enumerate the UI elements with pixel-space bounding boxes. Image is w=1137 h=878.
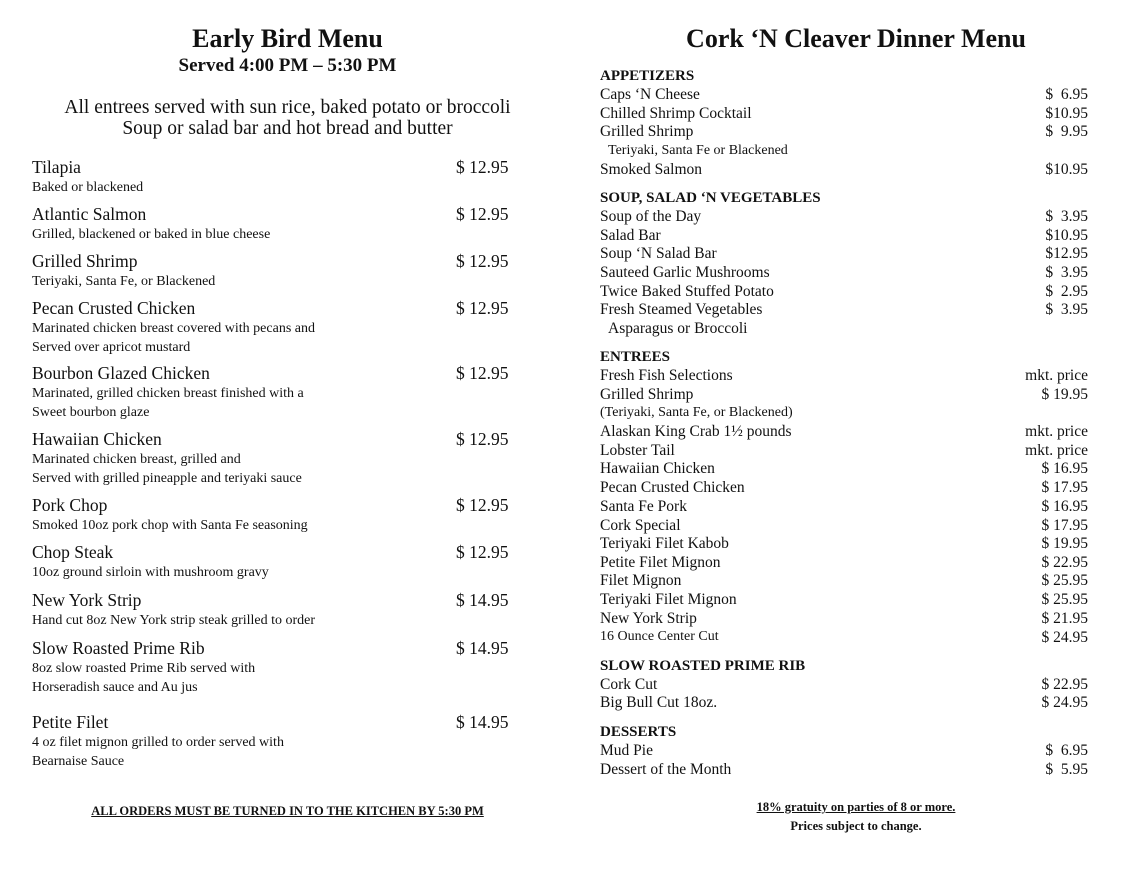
item-name: Grilled Shrimp — [600, 386, 694, 403]
item-price: $ 12.95 — [456, 298, 509, 318]
item-price: $10.95 — [1045, 227, 1088, 244]
section-heading-prime-rib: SLOW ROASTED PRIME RIB — [600, 658, 806, 674]
menu-row — [600, 264, 1088, 283]
menu-row — [600, 86, 1088, 105]
item-name: Soup ‘N Salad Bar — [600, 245, 717, 262]
item-description: Marinated chicken breast, grilled and Served with grilled pineapple and teriyaki sauce — [32, 452, 302, 486]
menu-row — [600, 123, 1088, 142]
item-price: $ 22.95 — [1041, 676, 1088, 693]
item-name: Soup of the Day — [600, 208, 702, 225]
item-name: Cork Special — [600, 517, 681, 534]
item-name: Bourbon Glazed Chicken — [32, 363, 210, 383]
menu-row-note — [600, 405, 1088, 424]
menu-row — [600, 208, 1088, 227]
item-price: $ 16.95 — [1041, 460, 1088, 477]
item-name: Grilled Shrimp — [32, 251, 138, 271]
menu-row — [600, 629, 1088, 648]
item-price: $ 14.95 — [456, 638, 509, 658]
item-price: $ 19.95 — [1041, 386, 1088, 403]
item-description: Marinated chicken breast covered with pecans and Served over apricot mustard — [32, 321, 315, 355]
item-note: (Teriyaki, Santa Fe, or Blackened) — [600, 405, 793, 420]
item-price: $ 12.95 — [456, 157, 509, 177]
menu-row — [600, 161, 1088, 180]
menu-row — [600, 676, 1088, 695]
item-name: Grilled Shrimp — [600, 123, 694, 140]
item-price: $ 12.95 — [456, 429, 509, 449]
item-name: New York Strip — [600, 610, 697, 627]
menu-row — [600, 245, 1088, 264]
item-name: Lobster Tail — [600, 442, 675, 459]
item-name: Petite Filet — [32, 712, 109, 732]
item-name: Caps ‘N Cheese — [600, 86, 700, 103]
early-bird-note-line1: All entrees served with sun rice, baked potato or broccoli — [64, 97, 511, 118]
section-heading-entrees: ENTREES — [600, 349, 671, 365]
menu-row — [600, 610, 1088, 629]
item-name: Chop Steak — [32, 542, 114, 562]
dinner-menu-title: Cork ‘N Cleaver Dinner Menu — [686, 24, 1026, 53]
item-price: $ 17.95 — [1041, 517, 1088, 534]
item-price: $ 16.95 — [1041, 498, 1088, 515]
price-change-notice: Prices subject to change. — [790, 819, 922, 833]
item-price: $ 24.95 — [1041, 694, 1088, 711]
item-name: Fresh Fish Selections — [600, 367, 733, 384]
item-price: $ 24.95 — [1041, 629, 1088, 646]
menu-row — [600, 554, 1088, 573]
item-name: Salad Bar — [600, 227, 661, 244]
item-name: Alaskan King Crab 1½ pounds — [600, 423, 792, 440]
item-note: Teriyaki, Santa Fe or Blackened — [608, 143, 788, 158]
item-price: $ 25.95 — [1041, 572, 1088, 589]
item-price: $ 22.95 — [1041, 554, 1088, 571]
menu-row — [600, 301, 1088, 320]
item-price: $ 6.95 — [1045, 742, 1088, 759]
menu-row — [600, 761, 1088, 780]
item-price: $ 12.95 — [456, 495, 509, 515]
kitchen-deadline-notice: ALL ORDERS MUST BE TURNED IN TO THE KITCHEN BY 5:30 PM — [91, 804, 484, 818]
item-name: Hawaiian Chicken — [600, 460, 715, 477]
item-note: Asparagus or Broccoli — [608, 320, 748, 337]
menu-row-note — [600, 143, 1088, 162]
item-description: Marinated, grilled chicken breast finished with a Sweet bourbon glaze — [32, 386, 304, 420]
item-name: 16 Ounce Center Cut — [600, 629, 719, 644]
menu-row — [600, 572, 1088, 591]
item-name: Dessert of the Month — [600, 761, 732, 778]
section-heading-desserts: DESSERTS — [600, 724, 677, 740]
section-heading-soup-salad: SOUP, SALAD ‘N VEGETABLES — [600, 190, 821, 206]
early-bird-title: Early Bird Menu — [192, 24, 383, 53]
item-description: 8oz slow roasted Prime Rib served with Horseradish sauce and Au jus — [32, 661, 256, 695]
menu-row — [600, 742, 1088, 761]
item-price: $ 25.95 — [1041, 591, 1088, 608]
menu-row — [600, 498, 1088, 517]
item-price: $ 3.95 — [1045, 208, 1088, 225]
item-price: $ 19.95 — [1041, 535, 1088, 552]
item-price: $ 14.95 — [456, 712, 509, 732]
item-price: $ 21.95 — [1041, 610, 1088, 627]
item-name: Fresh Steamed Vegetables — [600, 301, 763, 318]
item-name: Teriyaki Filet Kabob — [600, 535, 729, 552]
item-description: Hand cut 8oz New York strip steak grilled to order — [32, 613, 316, 628]
menu-row — [600, 535, 1088, 554]
menu-row — [600, 423, 1088, 442]
section-heading-appetizers: APPETIZERS — [600, 68, 695, 84]
menu-row — [600, 227, 1088, 246]
item-name: Petite Filet Mignon — [600, 554, 721, 571]
item-name: Slow Roasted Prime Rib — [32, 638, 205, 658]
menu-row — [600, 442, 1088, 461]
menu-row — [600, 105, 1088, 124]
gratuity-notice: 18% gratuity on parties of 8 or more. — [756, 800, 956, 814]
item-name: Atlantic Salmon — [32, 204, 147, 224]
item-price: $ 9.95 — [1045, 123, 1088, 140]
item-name: Big Bull Cut 18oz. — [600, 694, 718, 711]
menu-row — [600, 386, 1088, 405]
item-name: Mud Pie — [600, 742, 653, 759]
item-price: $12.95 — [1045, 245, 1088, 262]
item-price: $ 2.95 — [1045, 283, 1088, 300]
menu-row-note — [600, 320, 1088, 339]
item-name: Tilapia — [32, 157, 81, 177]
early-bird-note-line2: Soup or salad bar and hot bread and butter — [122, 118, 453, 139]
item-price: $ 6.95 — [1045, 86, 1088, 103]
item-name: Smoked Salmon — [600, 161, 703, 178]
item-name: Teriyaki Filet Mignon — [600, 591, 737, 608]
item-price: $ 17.95 — [1041, 479, 1088, 496]
item-price: $ 14.95 — [456, 590, 509, 610]
early-bird-hours: Served 4:00 PM – 5:30 PM — [178, 55, 397, 76]
item-description: 10oz ground sirloin with mushroom gravy — [32, 565, 269, 580]
menu-row — [600, 460, 1088, 479]
item-description: Smoked 10oz pork chop with Santa Fe seasoning — [32, 518, 308, 533]
item-price: mkt. price — [1025, 367, 1088, 384]
item-price: $10.95 — [1045, 161, 1088, 178]
item-description: 4 oz filet mignon grilled to order served with Bearnaise Sauce — [32, 735, 284, 769]
menu-row — [600, 591, 1088, 610]
menu-row — [600, 283, 1088, 302]
item-name: Pork Chop — [32, 495, 108, 515]
item-name: Santa Fe Pork — [600, 498, 687, 515]
item-price: $ 12.95 — [456, 251, 509, 271]
item-description: Baked or blackened — [32, 180, 144, 195]
item-name: Cork Cut — [600, 676, 658, 693]
menu-row — [600, 517, 1088, 536]
item-name: Pecan Crusted Chicken — [600, 479, 745, 496]
menu-row — [600, 694, 1088, 713]
item-name: New York Strip — [32, 590, 142, 610]
item-price: $ 12.95 — [456, 363, 509, 383]
item-price: $ 3.95 — [1045, 264, 1088, 281]
item-name: Sauteed Garlic Mushrooms — [600, 264, 770, 281]
item-name: Pecan Crusted Chicken — [32, 298, 196, 318]
item-price: $10.95 — [1045, 105, 1088, 122]
item-price: $ 3.95 — [1045, 301, 1088, 318]
menu-row — [600, 479, 1088, 498]
item-price: $ 12.95 — [456, 542, 509, 562]
item-name: Twice Baked Stuffed Potato — [600, 283, 774, 300]
item-price: $ 5.95 — [1045, 761, 1088, 778]
item-price: $ 12.95 — [456, 204, 509, 224]
item-name: Filet Mignon — [600, 572, 682, 589]
item-name: Chilled Shrimp Cocktail — [600, 105, 752, 122]
item-description: Teriyaki, Santa Fe, or Blackened — [32, 274, 216, 289]
item-price: mkt. price — [1025, 423, 1088, 440]
item-description: Grilled, blackened or baked in blue cheese — [32, 227, 271, 242]
item-name: Hawaiian Chicken — [32, 429, 162, 449]
item-price: mkt. price — [1025, 442, 1088, 459]
menu-row — [600, 367, 1088, 386]
